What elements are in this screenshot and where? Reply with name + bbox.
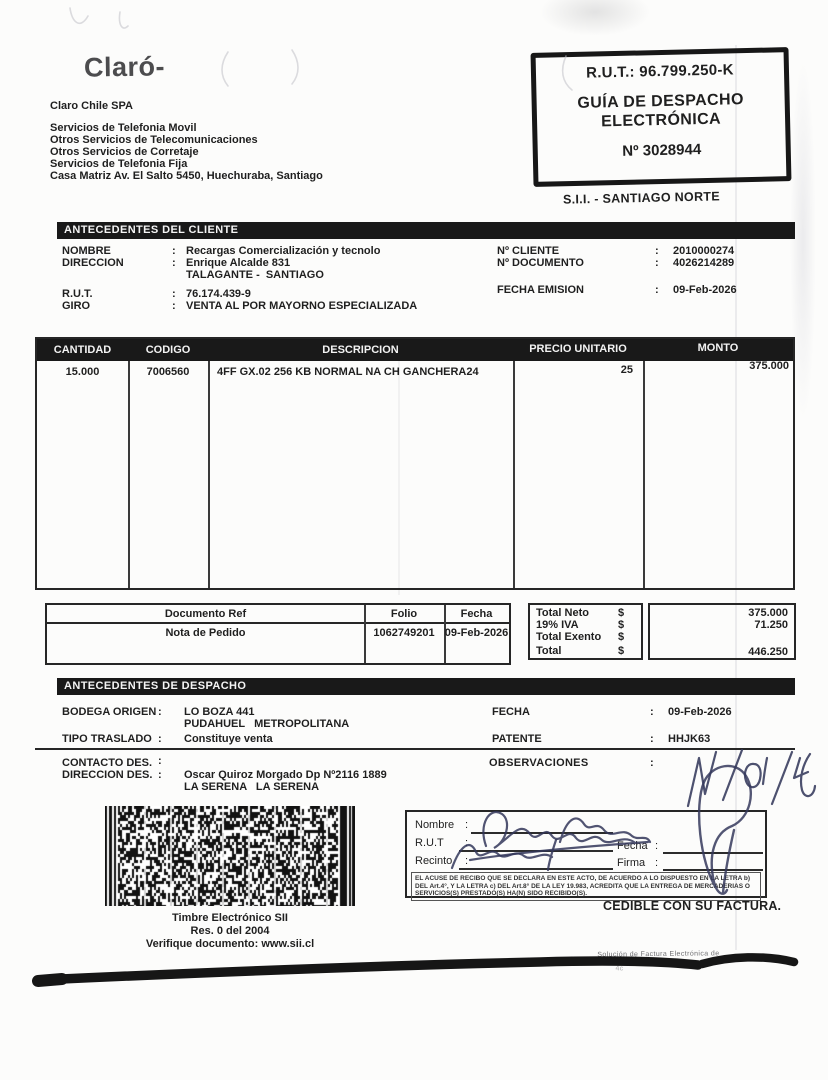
footer-solucion-text (588, 943, 720, 979)
ref-header-documento: Documento Ref (164, 608, 247, 620)
direccion-des-label: DIRECCION DES. (62, 769, 153, 781)
item-codigo: 7006560 (146, 366, 190, 378)
client-giro-value: VENTA AL POR MAYORNO ESPECIALIZADA (186, 300, 418, 312)
items-header-cantidad: CANTIDAD (53, 344, 112, 356)
fecha-line (663, 852, 763, 854)
colon: : (650, 706, 654, 718)
receipt-legal-text: EL ACUSE DE RECIBO QUE SE DECLARA EN ESTE ACTO, DE ACUERDO A LO DISPUESTO EN LA LETRA b) DEL Art.4°, Y LA LETRA c) DEL Art.8° DE LA LEY 19.983, ACREDITA QUE LA ENTREGA DE MERCADERIAS O SERVICIOS(S) PRESTADO(S) HA(N) SIDO RECIBIDO(S). (411, 872, 761, 901)
colon: : (172, 300, 176, 312)
footer-solucion-marks: + — + (601, 958, 623, 966)
timbre-line2: Res. 0 del 2004 (190, 925, 270, 937)
firma-line (663, 869, 763, 871)
receipt-fecha-label: Fecha (617, 840, 648, 852)
sii-office: S.I.I. - SANTIAGO NORTE (562, 189, 721, 207)
tipo-traslado-label: TIPO TRASLADO (62, 733, 152, 745)
ref-value-documento: Nota de Pedido (165, 627, 246, 639)
stamp-doc-type (536, 89, 785, 133)
colon: : (655, 284, 659, 296)
footer-solucion-tail: 4c (615, 965, 624, 973)
rut-stamp-box (531, 47, 792, 187)
dispatch-fecha-value: 09-Feb-2026 (668, 706, 732, 718)
tipo-traslado-value: Constituye venta (184, 733, 273, 745)
colon: : (465, 837, 469, 849)
colon: : (650, 733, 654, 745)
receipt-recinto-label: Recinto (415, 855, 453, 867)
colon: : (655, 257, 659, 269)
footer-solucion-label: Solución de Factura Electrónica de (597, 950, 720, 959)
item-monto: 375.000 (749, 360, 789, 372)
sii-barcode (105, 806, 355, 906)
client-rut-label: R.U.T. (62, 288, 93, 300)
client-fecha-emision-label: FECHA EMISION (497, 284, 584, 296)
ref-value-fecha: 09-Feb-2026 (444, 627, 509, 639)
colon: : (172, 288, 176, 300)
currency-sign: $ (618, 607, 625, 619)
company-service-line: Otros Servicios de Telecomunicaciones (50, 134, 258, 146)
colon: : (158, 769, 162, 781)
item-precio: 25 (620, 364, 633, 376)
receipt-rut-label: R.U.T (415, 837, 444, 849)
recinto-line (459, 868, 613, 870)
colon: : (650, 757, 654, 769)
total-neto-value: 375.000 (748, 607, 788, 619)
items-col-divider (208, 361, 210, 588)
client-ncliente-value: 2010000274 (673, 245, 735, 257)
client-ndocumento-value: 4026214289 (673, 257, 735, 269)
client-fecha-emision-value: 09-Feb-2026 (673, 284, 737, 296)
ref-header-fecha: Fecha (460, 608, 493, 620)
receipt-nombre-label: Nombre (415, 819, 455, 831)
client-rut-value: 76.174.439-9 (186, 288, 251, 300)
item-cantidad: 15.000 (65, 366, 100, 378)
currency-sign: $ (618, 645, 625, 657)
direccion-des-value1: Oscar Quiroz Morgado Dp Nº2116 1889 (184, 769, 387, 781)
client-nombre-value: Recargas Comercialización y tecnolo (186, 245, 381, 257)
colon: : (158, 706, 162, 718)
currency-sign: $ (618, 631, 625, 643)
client-nombre-label: NOMBRE (62, 245, 111, 257)
stamp-rut: R.U.T.: 96.799.250-K (585, 61, 735, 82)
patente-label: PATENTE (492, 733, 542, 745)
colon: : (655, 857, 659, 869)
ref-table (45, 603, 511, 665)
items-header-descripcion: DESCRIPCION (322, 344, 399, 356)
total-neto-label: Total Neto (536, 607, 589, 619)
stamp-title-line1: GUÍA DE DESPACHO (577, 91, 745, 112)
dispatch-fecha-label: FECHA (492, 706, 530, 718)
stamp-title-line2: ELECTRÓNICA (600, 110, 722, 131)
iva-value: 71.250 (754, 619, 788, 631)
receipt-firma-label: Firma (617, 857, 646, 869)
total-value: 446.250 (748, 646, 788, 658)
client-direccion-label: DIRECCION (62, 257, 124, 269)
observaciones-label: OBSERVACIONES (489, 757, 589, 769)
items-col-divider (513, 361, 515, 588)
totals-values-box (648, 603, 796, 660)
timbre-line1: Timbre Electrónico SII (172, 912, 288, 924)
client-direccion-value1: Enrique Alcalde 831 (186, 257, 291, 269)
stamp-number: Nº 3028944 (622, 141, 702, 160)
colon: : (655, 245, 659, 257)
client-section-bar: ANTECEDENTES DEL CLIENTE (57, 222, 795, 239)
items-table (35, 337, 795, 590)
item-descripcion: 4FF GX.02 256 KB NORMAL NA CH GANCHERA24 (217, 366, 479, 378)
items-col-divider (128, 361, 130, 588)
ref-value-folio: 1062749201 (373, 627, 435, 639)
company-address: Casa Matriz Av. El Salto 5450, Huechuraba, Santiago (50, 170, 323, 182)
handwritten-date (688, 750, 815, 806)
colon: : (158, 755, 162, 767)
ref-header-divider (47, 622, 509, 624)
ref-header-folio: Folio (390, 608, 418, 620)
totals-labels-box (528, 603, 643, 660)
company-service-line: Servicios de Telefonia Movil (50, 122, 197, 134)
direccion-des-value2: LA SERENA LA SERENA (184, 781, 320, 793)
client-ndocumento-label: Nº DOCUMENTO (497, 257, 584, 269)
rut-line (459, 850, 613, 852)
timbre-line3: Verifique documento: www.sii.cl (145, 938, 315, 950)
bodega-value1: LO BOZA 441 (184, 706, 255, 718)
bodega-value2: PUDAHUEL METROPOLITANA (184, 718, 350, 730)
bodega-label: BODEGA ORIGEN (62, 706, 157, 718)
client-ncliente-label: Nº CLIENTE (497, 245, 560, 257)
client-direccion-value2: TALAGANTE - SANTIAGO (186, 269, 324, 281)
colon: : (465, 855, 469, 867)
contacto-label: CONTACTO DES. (62, 757, 153, 769)
claro-logo: Claró- (83, 51, 166, 83)
currency-sign: $ (618, 619, 625, 631)
receipt-box (405, 810, 767, 898)
dispatch-divider (35, 748, 795, 750)
client-giro-label: GIRO (62, 300, 91, 312)
items-header-precio: PRECIO UNITARIO (529, 343, 627, 355)
colon: : (172, 245, 176, 257)
colon: : (465, 819, 469, 831)
items-header-monto: MONTO (697, 342, 739, 354)
company-service-line: Otros Servicios de Corretaje (50, 146, 199, 158)
items-col-divider (643, 361, 645, 588)
company-service-line: Servicios de Telefonia Fija (50, 158, 188, 170)
items-header-codigo: CODIGO (145, 344, 191, 356)
colon: : (158, 733, 162, 745)
total-label: Total (536, 645, 562, 657)
patente-value: HHJK63 (668, 733, 711, 745)
colon: : (655, 840, 659, 852)
nombre-line (471, 832, 613, 834)
iva-label: 19% IVA (536, 619, 579, 631)
cedible-text: CEDIBLE CON SU FACTURA. (603, 899, 782, 913)
total-exento-label: Total Exento (536, 631, 602, 643)
colon: : (172, 257, 176, 269)
scan-smudge (540, 0, 650, 36)
company-name: Claro Chile SPA (50, 100, 133, 112)
dispatch-section-bar: ANTECEDENTES DE DESPACHO (57, 678, 795, 695)
